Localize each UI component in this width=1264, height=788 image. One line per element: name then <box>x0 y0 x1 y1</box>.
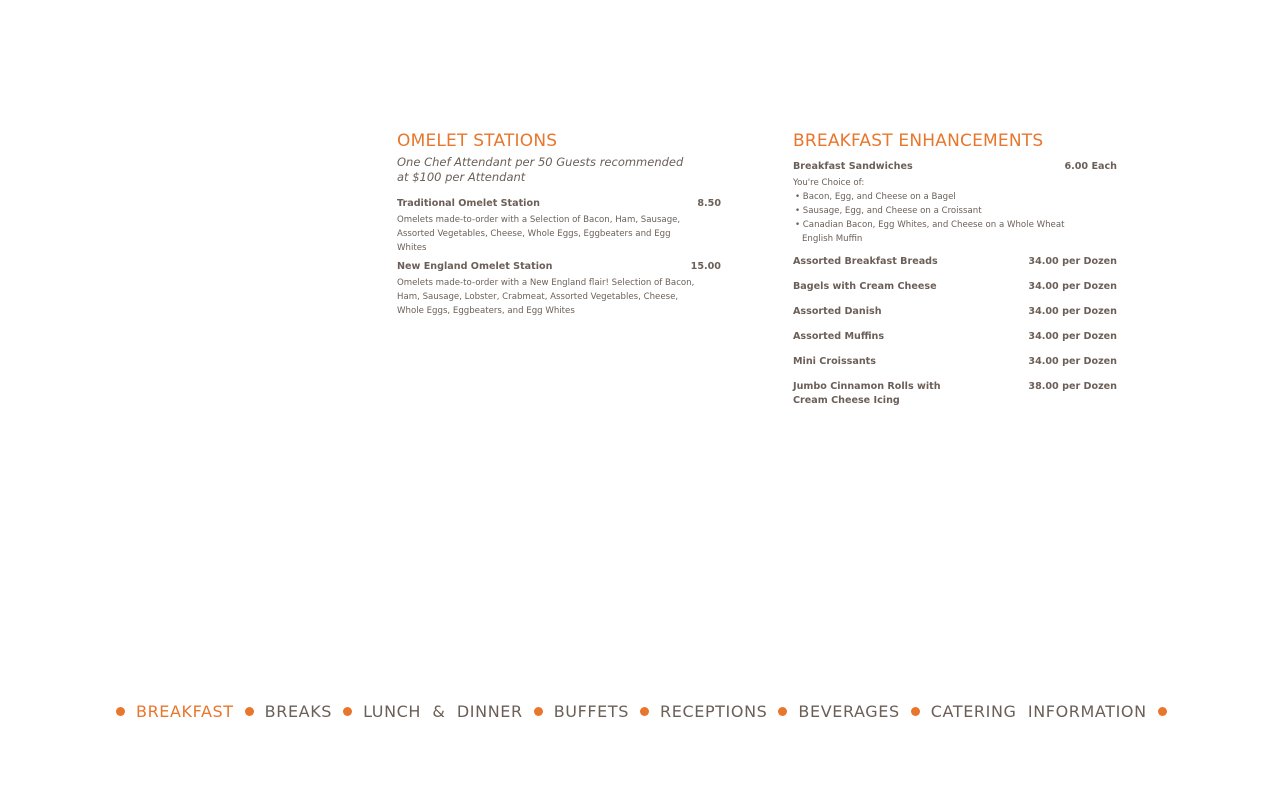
section-nav <box>116 700 1156 722</box>
menu-item-price: 34.00 per Dozen <box>1028 331 1117 342</box>
bullet-dot-icon <box>778 707 787 716</box>
menu-item-price: 34.00 per Dozen <box>1028 306 1117 317</box>
menu-item-name: Assorted Danish <box>793 306 882 317</box>
menu-item-name: Traditional Omelet Station <box>397 198 540 209</box>
menu-item <box>397 197 721 255</box>
menu-item-name: Breakfast Sandwiches <box>793 161 913 172</box>
nav-beverages[interactable]: BEVERAGES <box>798 701 900 721</box>
menu-item-price: 6.00 Each <box>1064 161 1117 172</box>
menu-item <box>793 255 1117 269</box>
breakfast-enhancements-section <box>793 130 1117 408</box>
menu-item <box>793 305 1117 319</box>
bullet-dot-icon <box>640 707 649 716</box>
menu-item-name: Mini Croissants <box>793 356 876 367</box>
omelet-stations-title: OMELET STATIONS <box>397 131 558 151</box>
menu-item-price: 34.00 per Dozen <box>1028 256 1117 267</box>
sandwich-choice-intro: You're Choice of: <box>793 178 865 188</box>
menu-item-price: 15.00 <box>690 261 721 272</box>
menu-item-description: Omelets made-to-order with a Selection of Bacon, Ham, Sausage, Assorted Vegetables, Cheese, Whole Eggs, Eggbeaters and Egg Whites <box>397 215 681 253</box>
sandwich-option: • Canadian Bacon, Egg Whites, and Cheese on a Whole Wheat English Muffin <box>795 220 1065 244</box>
omelet-stations-subtitle: One Chef Attendant per 50 Guests recommended at $100 per Attendant <box>397 155 684 184</box>
nav-buffets[interactable]: BUFFETS <box>553 701 630 721</box>
nav-breaks[interactable]: BREAKS <box>264 701 333 721</box>
menu-item-price: 8.50 <box>697 198 721 209</box>
sandwich-option: • Bacon, Egg, and Cheese on a Bagel <box>795 192 956 202</box>
bullet-dot-icon <box>343 707 352 716</box>
bullet-dot-icon <box>534 707 543 716</box>
menu-item-name: Jumbo Cinnamon Rolls with Cream Cheese Icing <box>793 381 941 406</box>
menu-item <box>397 260 721 318</box>
nav-breakfast[interactable]: BREAKFAST <box>136 701 234 721</box>
sandwich-option: • Sausage, Egg, and Cheese on a Croissant <box>795 206 982 216</box>
menu-item-price: 34.00 per Dozen <box>1028 281 1117 292</box>
menu-item <box>793 355 1117 369</box>
menu-item <box>793 330 1117 344</box>
bullet-dot-icon <box>116 707 125 716</box>
bullet-dot-icon <box>1158 707 1167 716</box>
bullet-dot-icon <box>911 707 920 716</box>
menu-item-name: New England Omelet Station <box>397 261 553 272</box>
menu-item-name: Assorted Muffins <box>793 331 885 342</box>
menu-item-price: 38.00 per Dozen <box>1028 381 1117 392</box>
nav-lunch-dinner[interactable]: LUNCH & DINNER <box>363 701 523 721</box>
menu-item-description: Omelets made-to-order with a New England flair! Selection of Bacon, Ham, Sausage, Lobster, Crabmeat, Assorted Vegetables, Cheese, Whole Eggs, Eggbeaters, and Egg Whites <box>397 278 695 316</box>
nav-receptions[interactable]: RECEPTIONS <box>660 701 768 721</box>
nav-catering-information[interactable]: CATERING INFORMATION <box>930 701 1147 721</box>
menu-item <box>793 280 1117 294</box>
bullet-dot-icon <box>245 707 254 716</box>
breakfast-sandwiches-item <box>793 160 1117 246</box>
menu-item-price: 34.00 per Dozen <box>1028 356 1117 367</box>
menu-item <box>793 380 1117 408</box>
omelet-stations-section <box>397 130 721 318</box>
menu-item-name: Assorted Breakfast Breads <box>793 256 938 267</box>
breakfast-enhancements-title: BREAKFAST ENHANCEMENTS <box>793 131 1044 151</box>
menu-item-name: Bagels with Cream Cheese <box>793 281 937 292</box>
